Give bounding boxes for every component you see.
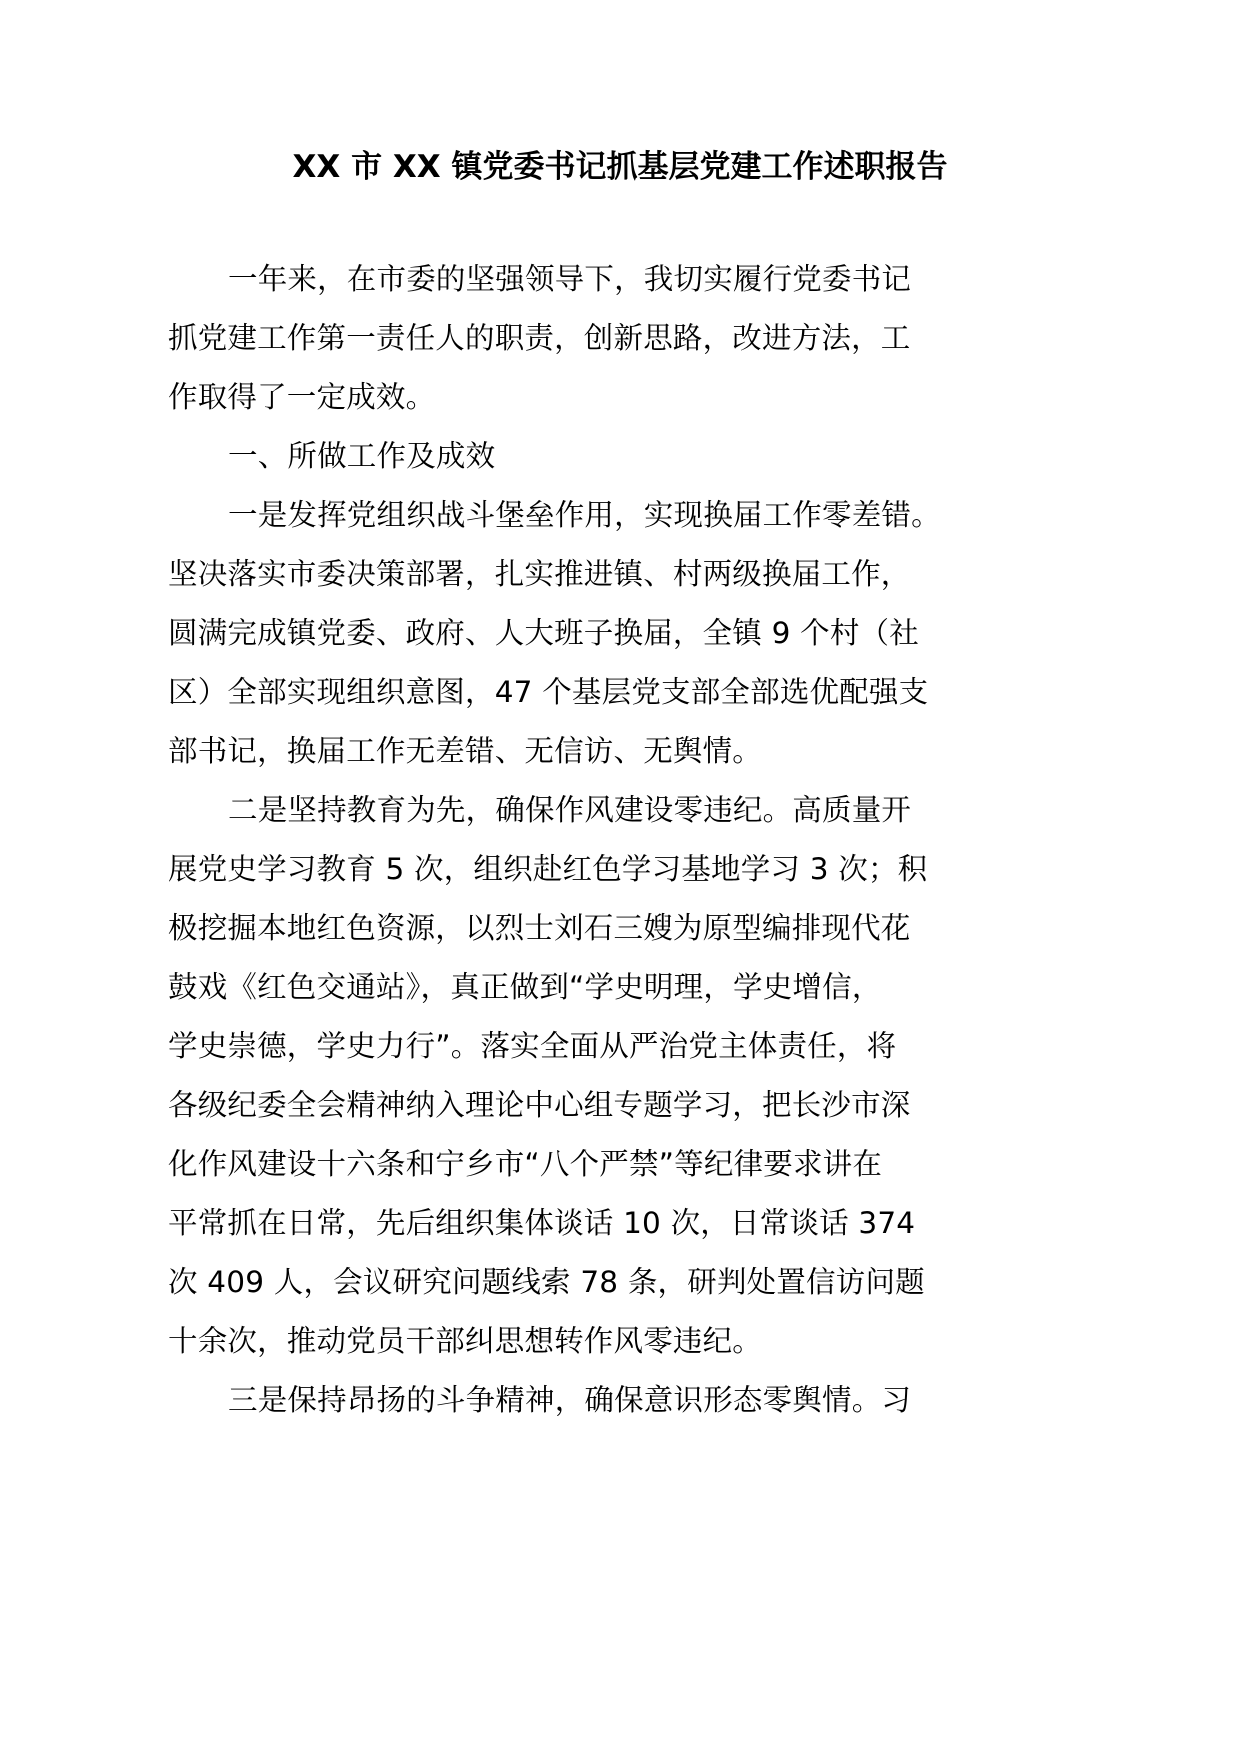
text-line: 区）全部实现组织意图，47 个基层党支部全部选优配强支 [168, 675, 929, 709]
text-line: 一年来，在市委的坚强领导下，我切实履行党委书记 [228, 262, 912, 296]
text-line: 二是坚持教育为先，确保作风建设零违纪。高质量开 [228, 793, 912, 827]
text-line: 部书记，换届工作无差错、无信访、无舆情。 [168, 734, 763, 768]
section-heading: 一、所做工作及成效 [228, 439, 496, 473]
text-line: 作取得了一定成效。 [168, 380, 436, 414]
text-line: 各级纪委全会精神纳入理论中心组专题学习，把长沙市深 [168, 1088, 911, 1122]
document-body [168, 250, 948, 1430]
document-title: XX 市 XX 镇党委书记抓基层党建工作述职报告 [292, 149, 948, 185]
text-line: 展党史学习教育 5 次，组织赴红色学习基地学习 3 次；积 [168, 852, 928, 886]
text-line: 次 409 人，会议研究问题线索 78 条，研判处置信访问题 [168, 1265, 925, 1299]
text-line: 学史崇德，学史力行”。落实全面从严治党主体责任，将 [168, 1029, 897, 1063]
text-line: 化作风建设十六条和宁乡市“八个严禁”等纪律要求讲在 [168, 1147, 883, 1181]
text-line: 十余次，推动党员干部纠思想转作风零违纪。 [168, 1324, 763, 1358]
text-line: 极挖掘本地红色资源，以烈士刘石三嫂为原型编排现代花 [168, 911, 911, 945]
text-line: 三是保持昂扬的斗争精神，确保意识形态零舆情。习 [228, 1383, 912, 1417]
text-line: 鼓戏《红色交通站》，真正做到“学史明理，学史增信， [168, 970, 882, 1004]
text-line: 抓党建工作第一责任人的职责，创新思路，改进方法，工 [168, 321, 911, 355]
text-line: 平常抓在日常，先后组织集体谈话 10 次，日常谈话 374 [168, 1206, 916, 1240]
text-line: 坚决落实市委决策部署，扎实推进镇、村两级换届工作， [168, 557, 911, 591]
text-line: 一是发挥党组织战斗堡垒作用，实现换届工作零差错。 [228, 498, 941, 532]
text-line: 圆满完成镇党委、政府、人大班子换届，全镇 9 个村（社 [168, 616, 919, 650]
